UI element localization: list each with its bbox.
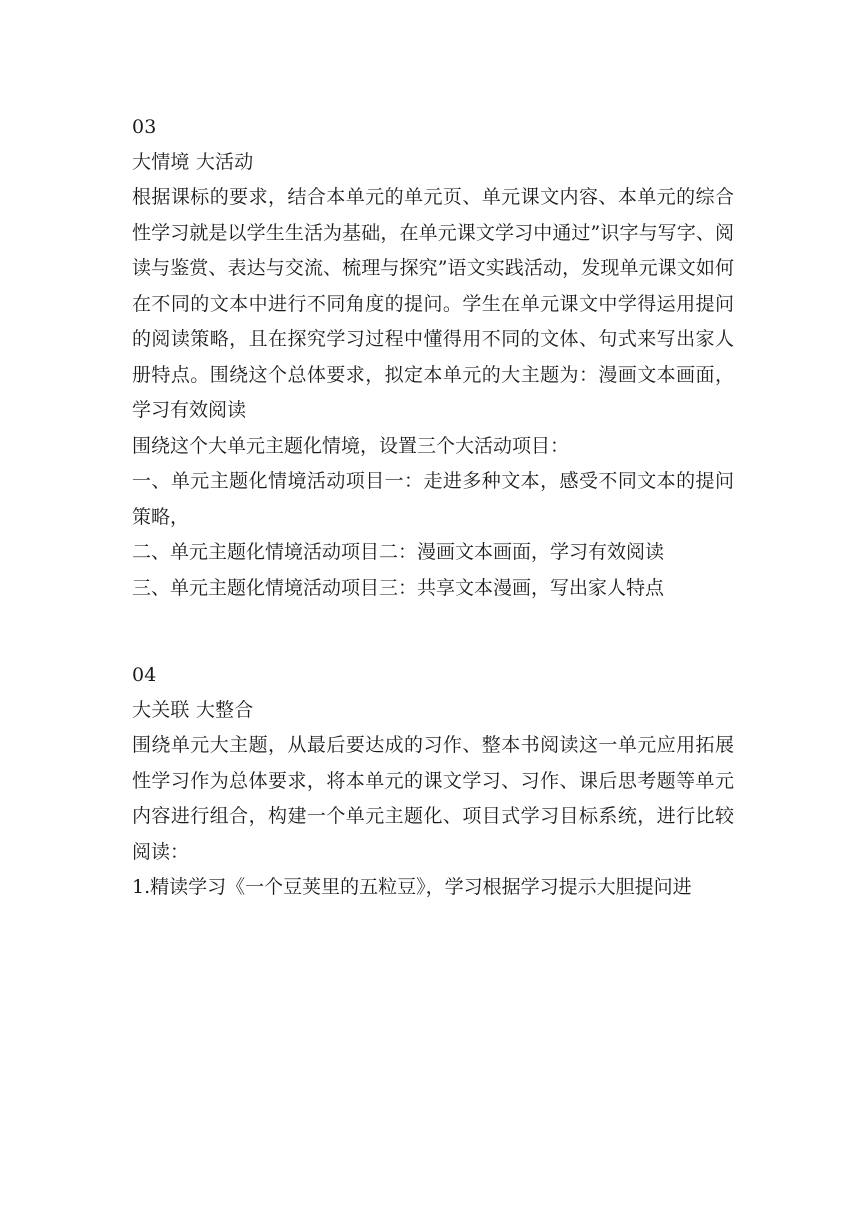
document-page	[132, 110, 734, 906]
section-04	[132, 658, 734, 906]
section-paragraph: 根据课标的要求，结合本单元的单元页、单元课文内容、本单元的综合性学习就是以学生生活为基础，在单元课文学习中通过”识字与写字、阅读与鉴赏、表达与交流、梳理与探究”语文实践活动，发现单元课文如何在不同的文本中进行不同角度的提问。学生在单元课文中学得运用提问的阅读策略，且在探究学习过程中懂得用不同的文体、句式来写出家人册特点。围绕这个总体要求，拟定本单元的大主题为：漫画文本画面，学习有效阅读	[132, 186, 734, 421]
activity-item-2: 二、单元主题化情境活动项目二：漫画文本画面，学习有效阅读	[132, 541, 665, 563]
section-number: 03	[132, 116, 157, 138]
section-heading: 大情境 大活动	[132, 151, 254, 173]
section-03	[132, 110, 734, 606]
section-paragraph: 围绕单元大主题，从最后要达成的习作、整本书阅读这一单元应用拓展性学习作为总体要求，将本单元的课文学习、习作、课后思考题等单元内容进行组合，构建一个单元主题化、项目式学习目标系统，进行比较阅读：	[132, 734, 734, 863]
activity-item-3: 三、单元主题化情境活动项目三：共享文本漫画，写出家人特点	[132, 576, 665, 599]
section-number: 04	[132, 664, 157, 686]
activity-intro: 围绕这个大单元主题化情境，设置三个大活动项目：	[132, 434, 570, 457]
activity-item-1: 一、单元主题化情境活动项目一：走进多种文本，感受不同文本的提问策略，	[132, 470, 734, 528]
reading-item-1: 1.精读学习《一个豆荚里的五粒豆》，学习根据学习提示大胆提问进	[132, 876, 692, 898]
section-divider-space	[132, 606, 734, 658]
section-heading: 大关联 大整合	[132, 699, 254, 721]
